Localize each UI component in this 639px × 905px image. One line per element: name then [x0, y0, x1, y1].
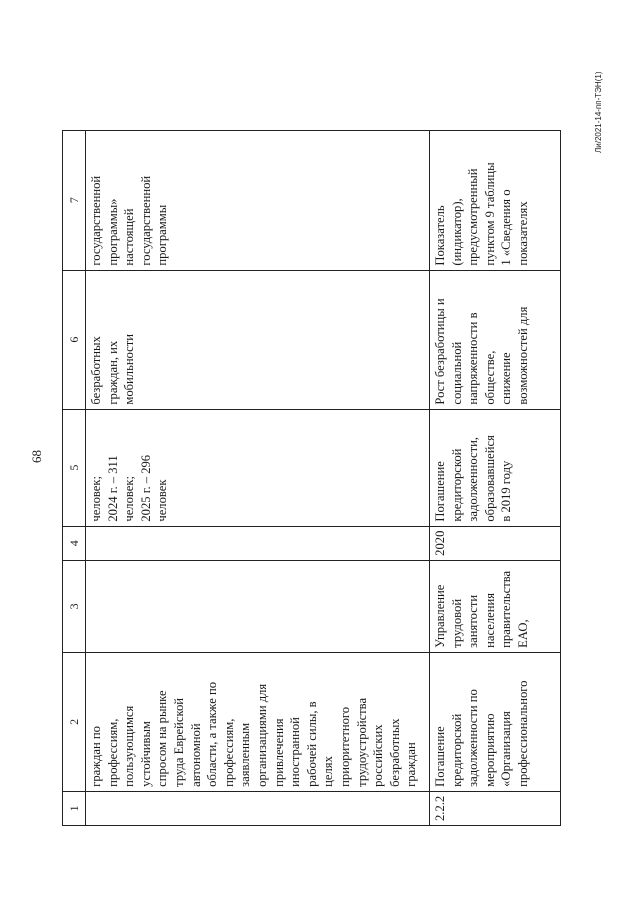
table-row — [430, 130, 561, 825]
table-row — [86, 130, 430, 825]
measures-table — [62, 130, 561, 826]
cell-number: 2.2.2 — [430, 791, 561, 825]
column-header-4: 4 — [63, 526, 86, 560]
column-header-6: 6 — [63, 270, 86, 409]
cell-consequences: безработных граждан, их мобильности — [86, 270, 430, 409]
column-header-2: 2 — [63, 652, 86, 791]
cell-executor — [86, 560, 430, 652]
page-number: 68 — [29, 450, 44, 463]
cell-expected-result: человек; 2024 г. – 311 человек; 2025 г. – 296 человек — [86, 409, 430, 526]
cell-measure-name: Погашение кредиторской задолженности по мероприятию «Организация профессионального — [430, 652, 561, 791]
cell-expected-result: Погашение кредиторской задолженности, образовавшейся в 2019 году — [430, 409, 561, 526]
cell-executor: Управление трудовой занятости населения правительства ЕАО, — [430, 560, 561, 652]
cell-number — [86, 791, 430, 825]
column-header-1: 1 — [63, 791, 86, 825]
column-header-7: 7 — [63, 130, 86, 270]
document-code: Ли/2021-14-пп-ТЭН(1) — [594, 71, 603, 153]
table-header-row — [63, 130, 86, 825]
cell-consequences: Рост безработицы и социальной напряженности в обществе, снижение возможностей для — [430, 270, 561, 409]
cell-measure-name: граждан по профессиям, пользующимся устойчивым спросом на рынке труда Еврейской автономной области, а также по профессиям, заявленным организациями для привлечения иностранной рабочей силы, в целях приоритетного трудоустройства российских безработных граждан — [86, 652, 430, 791]
cell-year — [86, 526, 430, 560]
column-header-3: 3 — [63, 560, 86, 652]
cell-year: 2020 — [430, 526, 561, 560]
cell-indicator-link: государственной программы» настоящей государственной программы — [86, 130, 430, 270]
column-header-5: 5 — [63, 409, 86, 526]
cell-indicator-link: Показатель (индикатор), предусмотренный пунктом 9 таблицы 1 «Сведения о показателях — [430, 130, 561, 270]
